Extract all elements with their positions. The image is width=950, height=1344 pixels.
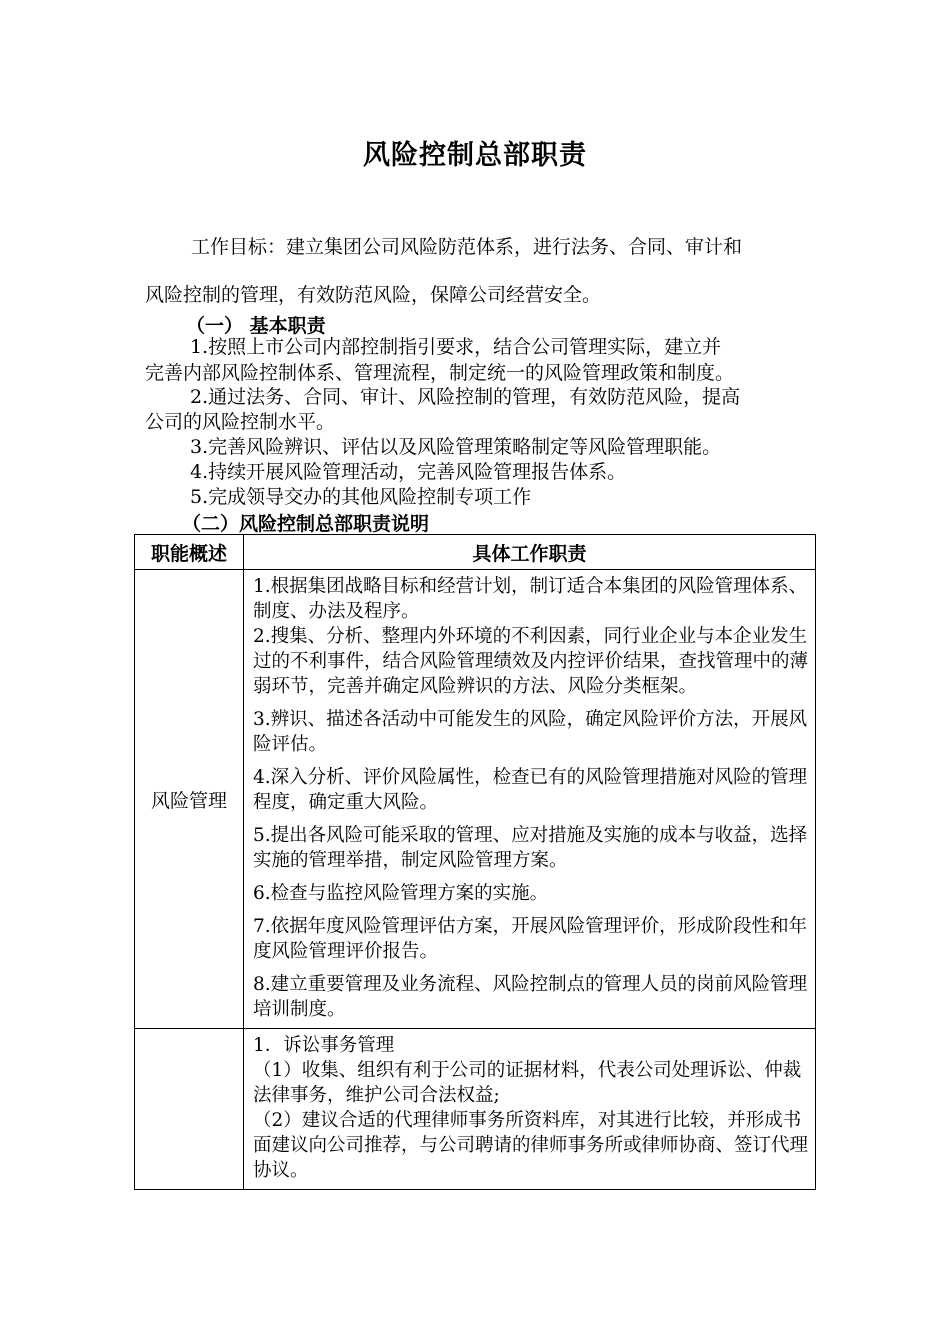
duty-item-1-line-1: 1.按照上市公司内部控制指引要求，结合公司管理实际，建立并 [190, 336, 722, 358]
function-cell: 风险管理 [135, 570, 244, 1029]
duty-text: 5.提出各风险可能采取的管理、应对措施及实施的成本与收益，选择实施的管理举措，制定风险管理方案。 [253, 825, 808, 871]
duty-text: （1）收集、组织有利于公司的证据材料，代表公司处理诉讼、仲裁法律事务，维护公司合法权益; [253, 1060, 802, 1106]
duty-text: （2）建议合适的代理律师事务所资料库，对其进行比较，并形成书面建议向公司推荐，与公司聘请的律师事务所或律师协商、签订代理协议。 [253, 1110, 809, 1181]
duty-item-4: 4.持续开展风险管理活动，完善风险管理报告体系。 [190, 461, 627, 483]
page-title: 风险控制总部职责 [363, 140, 587, 171]
duties-cell [244, 1029, 816, 1190]
header-duties: 具体工作职责 [244, 535, 816, 570]
duty-item-1-line-2: 完善内部风险控制体系、管理流程，制定统一的风险管理政策和制度。 [145, 362, 735, 384]
duty-text: 7.依据年度风险管理评估方案，开展风险管理评价，形成阶段性和年度风险管理评价报告。 [253, 916, 808, 962]
duty-text: 1.根据集团战略目标和经营计划，制订适合本集团的风险管理体系、制度、办法及程序。 [253, 576, 808, 622]
duty-text: 6.检查与监控风险管理方案的实施。 [253, 883, 549, 904]
duty-text: 1．诉讼事务管理 [253, 1035, 395, 1056]
section-2-heading: （二）风险控制总部职责说明 [182, 513, 430, 535]
table-header-row [135, 535, 816, 570]
duty-item-3: 3.完善风险辨识、评估以及风险管理策略制定等风险管理职能。 [190, 436, 722, 458]
header-function: 职能概述 [135, 535, 244, 570]
duty-item-2-line-2: 公司的风险控制水平。 [145, 411, 336, 433]
section-1-heading: （一） 基本职责 [186, 315, 326, 337]
duty-text: 8.建立重要管理及业务流程、风险控制点的管理人员的岗前风险管理培训制度。 [253, 974, 808, 1020]
duties-table [134, 534, 816, 1190]
function-cell [135, 1029, 244, 1190]
duty-text: 3.辨识、描述各活动中可能发生的风险，确定风险评价方法，开展风险评估。 [253, 709, 808, 755]
duty-item-5: 5.完成领导交办的其他风险控制专项工作 [190, 486, 532, 508]
duty-item-2-line-1: 2.通过法务、合同、审计、风险控制的管理，有效防范风险，提高 [190, 386, 741, 408]
table-row [135, 570, 816, 1029]
duties-cell [244, 570, 816, 1029]
duty-text: 4.深入分析、评价风险属性，检查已有的风险管理措施对风险的管理程度，确定重大风险。 [253, 767, 808, 813]
intro-line-2: 风险控制的管理，有效防范风险，保障公司经营安全。 [145, 284, 602, 306]
table-row [135, 1029, 816, 1190]
duty-text: 2.搜集、分析、整理内外环境的不利因素，同行业企业与本企业发生过的不利事件，结合风险管理绩效及内控评价结果，查找管理中的薄弱环节，完善并确定风险辨识的方法、风险分类框架。 [253, 626, 809, 697]
intro-line-1: 工作目标：建立集团公司风险防范体系，进行法务、合同、审计和 [191, 236, 743, 258]
